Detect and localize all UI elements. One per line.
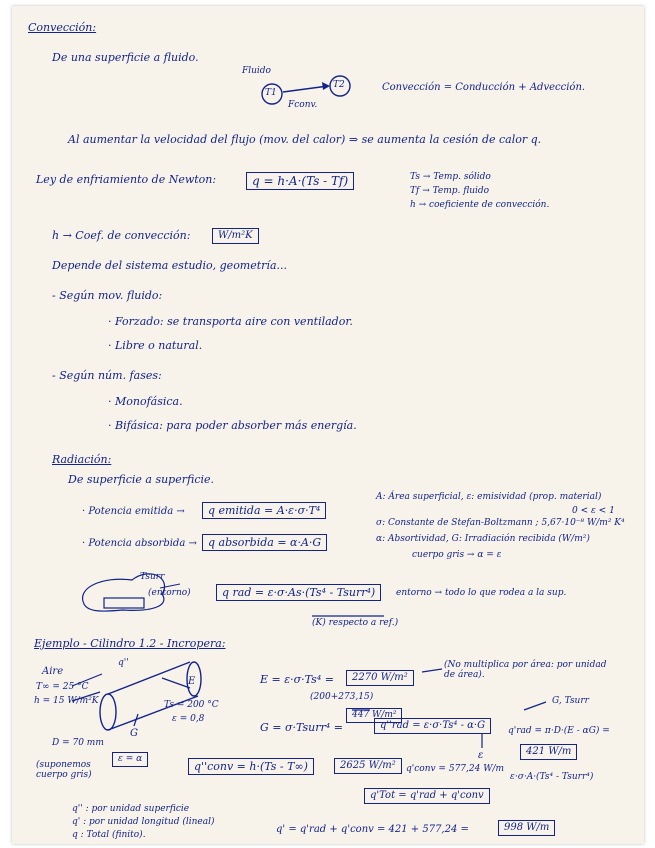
example-tinf: T∞ = 25 °C [36,682,89,692]
absorbida-formula-box: q absorbida = α·A·G [202,534,327,551]
example-aire: Aire [42,666,64,677]
entorno-definition: entorno → todo lo que rodea a la sup. [396,588,567,598]
potencia-absorbida-label: · Potencia absorbida → [82,538,197,549]
def-total: q : Total (finito). [72,830,146,840]
diagram-node-t1: T1 [265,88,277,98]
example-heading: Ejemplo - Cilindro 1.2 - Incropera: [34,637,226,650]
notebook-page [12,6,644,844]
item-bifasica: · Bifásica: para poder absorber más energía. [108,419,357,432]
conveccion-intro: De una superficie a fluido. [52,51,199,64]
segun-mov-fluido: - Según mov. fluido: [52,289,163,302]
diagram-edge-label: Fconv. [288,100,318,110]
example-diameter: D = 70 mm [52,738,104,748]
transfer-arrow-head [322,82,330,90]
segun-num-fases: - Según núm. fases: [52,369,162,382]
note-aumentar-velocidad: Al aumentar la velocidad del flujo (mov. del calor) ⇒ se aumenta la cesión de calor q. [68,133,542,146]
section-heading-conveccion: Convección: [28,21,97,34]
qconv-result-box: 2625 W/m² [334,758,402,774]
surface-block [104,598,144,608]
potencia-emitida-label: · Potencia emitida → [82,506,185,517]
g-formula: G = σ·Tsurr⁴ = [260,721,343,734]
example-ts-value: Ts = 200 °C [164,700,219,710]
transfer-arrow-line [283,86,328,92]
newton-formula-box: q = h·A·(Ts - Tf) [246,172,354,190]
h-coef-label: h → Coef. de convección: [52,229,191,242]
emitida-formula-box: q emitida = A·ε·σ·T⁴ [202,502,326,519]
legend-h: h → coeficiente de convección. [410,200,550,210]
h-units-box: W/m²K [212,228,259,244]
qrad-alt-formula: ε·σ·A·(Ts⁴ - Tsurr⁴) [510,772,594,782]
qconv-p-value: q'conv = 577,24 W/m [406,764,505,774]
note-area-emisividad: A: Área superficial, ε: emisividad (prop. material) [376,492,602,502]
final-formula: q' = q'rad + q'conv = 421 + 577,24 = [276,824,469,835]
example-eps-value: ε = 0,8 [172,714,205,724]
qtot-formula-box: q'Tot = q'rad + q'conv [364,788,490,804]
example-e-label: E [188,676,196,687]
example-g-label: G [130,728,138,739]
qrad-p-result-box: 421 W/m [520,744,577,760]
legend-tf: Tf → Temp. fluido [410,186,490,196]
final-result-box: 998 W/m [498,820,555,836]
qrad-pp-box: q''rad = ε·σ·Ts⁴ - α·G [374,718,491,734]
e-kelvin-note: (200+273,15) [310,692,374,702]
def-per-area: q'' : por unidad superficie [72,804,190,814]
example-suponemos: (suponemos cuerpo gris) [36,760,92,781]
section-heading-radiacion: Radiación: [52,453,112,466]
item-monofasica: · Monofásica. [108,395,183,408]
conveccion-definition: Convección = Conducción + Advección. [382,82,586,93]
depende-text: Depende del sistema estudio, geometría... [52,259,287,272]
entorno-label: (entorno) [148,588,191,598]
no-multiplica-note: (No multiplica por área: por unidad de área). [444,660,607,681]
example-eps-alpha-box: ε = α [112,752,148,767]
note-absortividad: α: Absortividad, G: Irradiación recibida (W/m²) [376,534,590,544]
eps-mark: ε [478,750,484,761]
radiacion-intro: De superficie a superficie. [68,473,215,486]
example-h-value: h = 15 W/m²K [34,696,99,706]
e-formula: E = ε·σ·Ts⁴ = [260,673,334,686]
tsurr-label: Tsurr [140,572,165,582]
diagram-node-t2: T2 [333,80,345,90]
note-stefan-boltzmann: σ: Constante de Stefan-Boltzmann ; 5,67·10⁻⁸ W/m² K⁴ [376,518,625,528]
kelvin-note: (K) respecto a ref.) [312,618,399,628]
example-q-dd: q'' [118,658,129,668]
legend-ts: Ts → Temp. sólido [410,172,491,182]
note-cuerpo-gris: cuerpo gris → α = ε [412,550,502,560]
def-per-length: q' : por unidad longitud (lineal) [72,817,215,827]
g-result-box: 447 W/m² [346,708,402,723]
newton-law-label: Ley de enfriamiento de Newton: [36,173,217,186]
diagram-fluido-label: Fluido [242,66,271,76]
e-result-box: 2270 W/m² [346,670,414,686]
item-libre: · Libre o natural. [108,339,203,352]
note-eps-range: 0 < ε < 1 [572,506,615,516]
qrad-p-formula: q'rad = π·D·(E - αG) = [508,726,610,736]
item-forzado: · Forzado: se transporta aire con ventilador. [108,315,353,328]
qconv-formula-box: q''conv = h·(Ts - T∞) [188,758,314,775]
g-tsurr-label: G, Tsurr [552,696,589,706]
qrad-formula-box: q rad = ε·σ·As·(Ts⁴ - Tsurr⁴) [216,584,381,601]
